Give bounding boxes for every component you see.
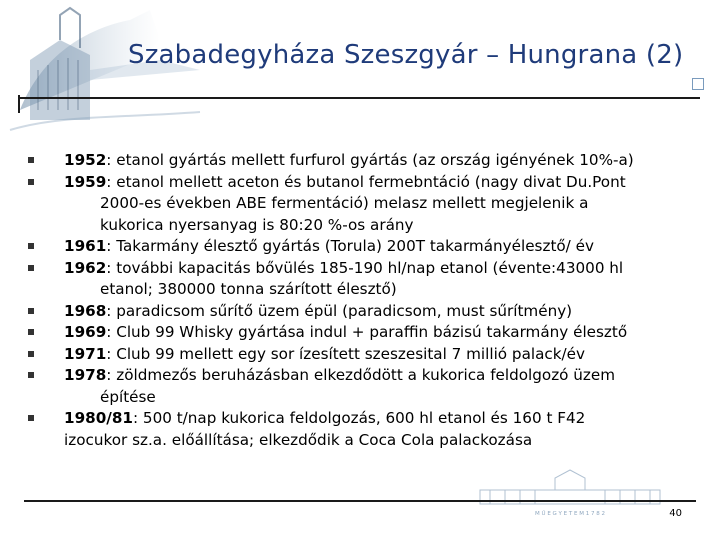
- square-bullet-icon: [28, 157, 34, 163]
- item-text: etanol mellett aceton és butanol fermebntáció (nagy divat Du.Pont: [116, 172, 626, 191]
- item-text-continued: 2000-es években ABE fermentáció) melasz mellett megjelenik a: [100, 194, 589, 212]
- item-year: 1952: [64, 151, 107, 169]
- university-building-icon: [470, 468, 670, 520]
- list-item: 1978: zöldmezős beruházásban elkezdődött a kukorica feldolgozó üzem építése: [28, 365, 688, 408]
- page-title: Szabadegyháza Szeszgyár – Hungrana (2): [128, 40, 684, 70]
- building-sketch-icon: [0, 0, 300, 140]
- list-item: 1959: etanol mellett aceton és butanol fermebntáció (nagy divat Du.Pont 2000-es években ABE fermentáció) melasz mellett megjelenik a kukorica nyersanyag is 80:20 %-os arány: [28, 172, 688, 237]
- item-text-continued: etanol; 380000 tonna szárított élesztő): [100, 280, 397, 298]
- item-year: 1962: [64, 258, 107, 277]
- item-text-continued: kukorica nyersanyag is 80:20 %-os arány: [100, 215, 414, 234]
- square-bullet-icon: [28, 265, 34, 271]
- item-text: további kapacitás bővülés 185-190 hl/nap etanol (évente:43000 hl: [116, 258, 624, 277]
- square-bullet-icon: [28, 308, 34, 314]
- item-year: 1968: [64, 301, 107, 320]
- item-year: 1959: [64, 172, 107, 191]
- footer-divider: [24, 500, 696, 502]
- square-bullet-icon: [28, 329, 34, 335]
- item-text: Club 99 mellett egy sor ízesített szeszesital 7 millió palack/év: [116, 344, 585, 363]
- item-text: 500 t/nap kukorica feldolgozás, 600 hl etanol és 160 t F42: [142, 409, 586, 427]
- list-item: 1971: Club 99 mellett egy sor ízesített szeszesital 7 millió palack/év: [28, 344, 688, 366]
- square-bullet-icon: [28, 415, 34, 421]
- footer-inscription: M Ű E G Y E T E M 1 7 8 2: [535, 511, 605, 517]
- list-item: 1952: etanol gyártás mellett furfurol gyártás (az ország igényének 10%-a): [28, 150, 688, 172]
- item-year: 1969: [64, 323, 107, 341]
- list-item: 1980/81: 500 t/nap kukorica feldolgozás, 600 hl etanol és 160 t F42 izocukor sz.a. előállítása; elkezdődik a Coca Cola palackozása: [28, 408, 688, 451]
- list-item: 1968: paradicsom sűrítő üzem épül (paradicsom, must sűrítmény): [28, 301, 688, 323]
- bullet-list: [28, 150, 688, 451]
- item-text: paradicsom sűrítő üzem épül (paradicsom, must sűrítmény): [116, 301, 573, 320]
- item-text: Club 99 Whisky gyártása indul + paraffin bázisú takarmány élesztő: [116, 323, 628, 341]
- square-bullet-icon: [28, 243, 34, 249]
- item-text: Takarmány élesztő gyártás (Torula) 200T takarmányélesztő/ év: [116, 237, 594, 255]
- page-number: 40: [669, 508, 682, 519]
- item-year: 1961: [64, 237, 107, 255]
- item-text-continued: építése: [100, 387, 156, 406]
- list-item: 1969: Club 99 Whisky gyártása indul + paraffin bázisú takarmány élesztő: [28, 322, 688, 344]
- square-bullet-icon: [28, 179, 34, 185]
- item-year: 1980/81: [64, 409, 133, 427]
- title-divider-tick: [18, 95, 20, 113]
- item-text-continued: izocukor sz.a. előállítása; elkezdődik a Coca Cola palackozása: [64, 430, 533, 449]
- item-year: 1971: [64, 344, 107, 363]
- square-bullet-icon: [28, 351, 34, 357]
- title-divider: [18, 97, 700, 99]
- list-item: 1962: további kapacitás bővülés 185-190 hl/nap etanol (évente:43000 hl etanol; 380000 tonna szárított élesztő): [28, 258, 688, 301]
- item-year: 1978: [64, 366, 107, 384]
- item-text: zöldmezős beruházásban elkezdődött a kukorica feldolgozó üzem: [116, 366, 616, 384]
- square-bullet-icon: [28, 372, 34, 378]
- title-box-icon: [692, 78, 704, 90]
- list-item: 1961: Takarmány élesztő gyártás (Torula) 200T takarmányélesztő/ év: [28, 236, 688, 258]
- item-text: etanol gyártás mellett furfurol gyártás (az ország igényének 10%-a): [116, 151, 634, 169]
